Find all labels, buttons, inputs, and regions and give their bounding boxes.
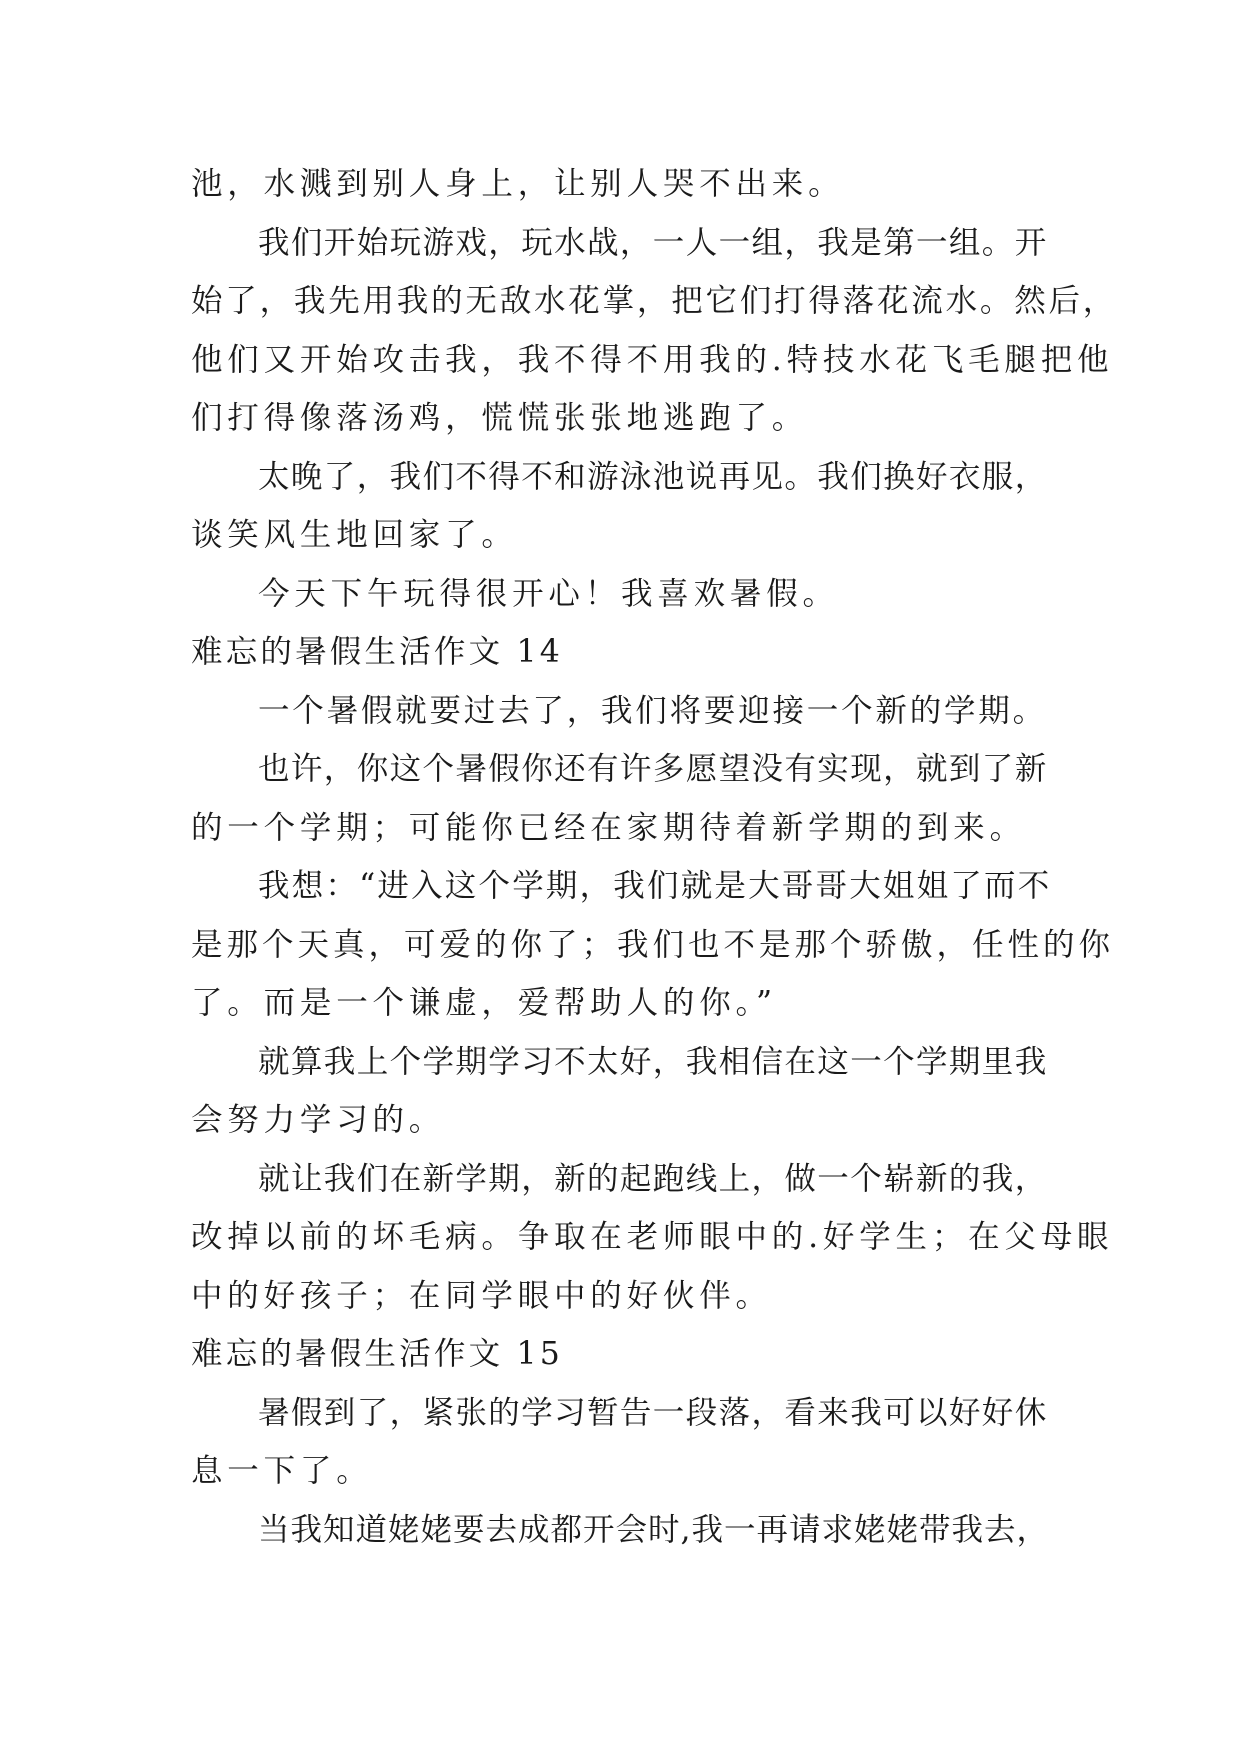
body-line: 池，水溅到别人身上，让别人哭不出来。 [191, 166, 845, 202]
body-line: 始了，我先用我的无敌水花掌，把它们打得落花流水。然后， [191, 283, 1118, 319]
body-line: 暑假到了，紧张的学习暂告一段落，看来我可以好好休 [258, 1394, 1048, 1431]
body-line: 也许，你这个暑假你还有许多愿望没有实现，就到了新 [258, 751, 1048, 787]
body-line: 中的好孩子；在同学眼中的好伙伴。 [191, 1277, 772, 1314]
body-line: 今天下午玩得很开心！我喜欢暑假。 [258, 575, 839, 612]
body-line: 他们又开始攻击我，我不得不用我的.特技水花飞毛腿把他 [191, 341, 1114, 378]
body-line: 我想：“进入这个学期，我们就是大哥哥大姐姐了而不 [258, 868, 1052, 904]
document-body [191, 155, 1118, 1559]
body-line: 我们开始玩游戏，玩水战，一人一组，我是第一组。开 [258, 224, 1048, 261]
body-line: 一个暑假就要过去了，我们将要迎接一个新的学期。 [258, 692, 1047, 729]
body-line: 会努力学习的。 [191, 1102, 446, 1138]
body-line: 的一个学期；可能你已经在家期待着新学期的到来。 [191, 809, 1026, 846]
body-line: 们打得像落汤鸡，慌慌张张地逃跑了。 [191, 400, 809, 436]
body-line: 了。而是一个谦虚，爱帮助人的你。” [191, 985, 777, 1021]
section-heading: 难忘的暑假生活作文 14 [191, 634, 563, 670]
body-line: 息一下了。 [191, 1453, 373, 1489]
body-line: 太晚了，我们不得不和游泳池说再见。我们换好衣服， [258, 458, 1048, 495]
body-line: 就让我们在新学期，新的起跑线上，做一个崭新的我， [258, 1160, 1048, 1197]
body-line: 谈笑风生地回家了。 [191, 517, 518, 553]
body-line: 当我知道姥姥要去成都开会时,我一再请求姥姥带我去， [258, 1511, 1050, 1548]
section-heading: 难忘的暑假生活作文 15 [191, 1336, 563, 1372]
body-line: 就算我上个学期学习不太好，我相信在这一个学期里我 [258, 1043, 1048, 1080]
body-line: 改掉以前的坏毛病。争取在老师眼中的.好学生；在父母眼 [191, 1219, 1114, 1255]
body-line: 是那个天真，可爱的你了；我们也不是那个骄傲，任性的你 [191, 926, 1115, 963]
